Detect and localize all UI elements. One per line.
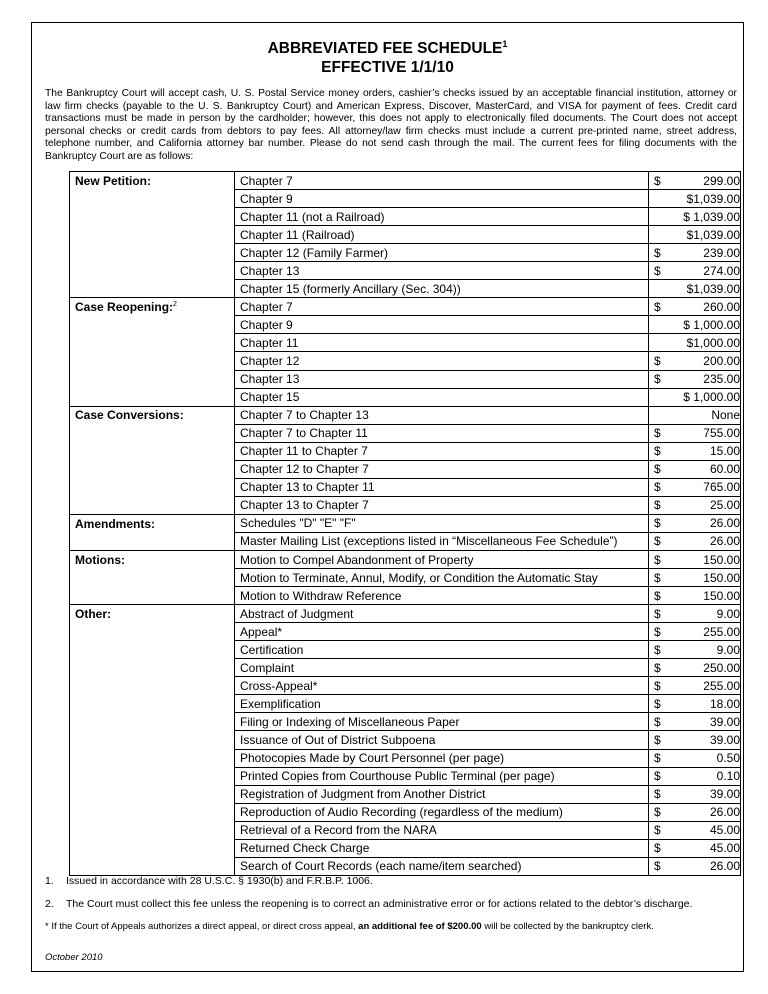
fee-amount — [654, 426, 740, 440]
category-label-text: Motions: — [75, 552, 125, 567]
fee-amount-cell — [649, 190, 741, 208]
footnote-2-text: The Court must collect this fee unless the reopening is to correct an administrative error or for actions related to the debtor’s discharge. — [66, 898, 693, 910]
category-label — [70, 172, 235, 190]
fee-description: Chapter 11 (not a Railroad) — [235, 208, 649, 226]
amount-value: 15.00 — [709, 444, 740, 459]
document-title — [32, 39, 743, 77]
currency-symbol: $ — [654, 642, 661, 657]
fee-amount-cell — [649, 262, 741, 280]
fee-amount — [654, 390, 740, 404]
amount-value: 26.00 — [709, 516, 740, 531]
category-spacer — [70, 442, 235, 460]
amount-value: 9.00 — [716, 606, 740, 621]
fee-description: Motion to Terminate, Annul, Modify, or Condition the Automatic Stay — [235, 569, 649, 587]
amount-value: 755.00 — [703, 426, 740, 441]
currency-symbol: $ — [654, 263, 661, 278]
fee-description: Chapter 7 — [235, 298, 649, 316]
fee-description: Chapter 15 (formerly Ancillary (Sec. 304)) — [235, 280, 649, 298]
fee-description: Chapter 13 — [235, 370, 649, 388]
fee-row — [70, 605, 741, 623]
currency-symbol: $ — [654, 660, 661, 675]
amount-value: 18.00 — [709, 696, 740, 711]
footnote-asterisk-post: will be collected by the bankruptcy clerk. — [481, 921, 654, 932]
fee-amount — [654, 715, 740, 729]
fee-amount — [654, 480, 740, 494]
fee-amount — [654, 679, 740, 693]
fee-row — [70, 677, 741, 695]
fee-description: Motion to Withdraw Reference — [235, 587, 649, 605]
category-spacer — [70, 388, 235, 406]
fee-amount — [654, 336, 740, 350]
category-spacer — [70, 731, 235, 749]
currency-symbol: $ — [654, 245, 661, 260]
currency-symbol: $ — [654, 534, 661, 549]
fee-amount — [654, 228, 740, 242]
fee-description: Complaint — [235, 659, 649, 677]
fee-description: Retrieval of a Record from the NARA — [235, 821, 649, 839]
category-label-text: Other: — [75, 606, 111, 621]
fee-amount — [654, 625, 740, 639]
fee-amount — [654, 372, 740, 386]
fee-amount-cell — [649, 839, 741, 857]
fee-amount — [654, 589, 740, 603]
fee-row — [70, 424, 741, 442]
currency-symbol: $ — [654, 588, 661, 603]
fee-amount — [654, 516, 740, 530]
fee-amount — [654, 408, 740, 422]
fee-amount — [654, 697, 740, 711]
amount-value: 150.00 — [703, 570, 740, 585]
fee-row — [70, 496, 741, 514]
currency-symbol: $ — [654, 570, 661, 585]
fee-amount-cell — [649, 316, 741, 334]
fee-row — [70, 695, 741, 713]
fee-amount — [654, 174, 740, 188]
fee-amount — [654, 733, 740, 747]
fee-amount — [654, 859, 740, 873]
fee-amount-cell — [649, 244, 741, 262]
fee-row — [70, 857, 741, 875]
fee-amount — [654, 751, 740, 765]
fee-row — [70, 316, 741, 334]
category-label-text: Amendments: — [75, 516, 156, 531]
category-spacer — [70, 767, 235, 785]
currency-symbol: $ — [654, 480, 661, 495]
fee-description: Cross-Appeal* — [235, 677, 649, 695]
fee-row — [70, 749, 741, 767]
category-label — [70, 406, 235, 424]
amount-value: 274.00 — [703, 263, 740, 278]
amount-value: 260.00 — [703, 299, 740, 314]
fee-amount-cell — [649, 695, 741, 713]
amount-value: 150.00 — [703, 552, 740, 567]
category-spacer — [70, 857, 235, 875]
currency-symbol: $ — [654, 787, 661, 802]
currency-symbol: $ — [654, 498, 661, 513]
fee-amount — [654, 462, 740, 476]
fee-amount — [654, 246, 740, 260]
fee-description: Returned Check Charge — [235, 839, 649, 857]
fee-table-body — [70, 172, 741, 876]
amount-value: 60.00 — [709, 462, 740, 477]
amount-value: 255.00 — [703, 624, 740, 639]
fee-row — [70, 767, 741, 785]
fee-row — [70, 641, 741, 659]
footnote-asterisk-bold: an additional fee of $200.00 — [358, 921, 482, 932]
category-label — [70, 298, 235, 316]
category-spacer — [70, 478, 235, 496]
amount-value: $1,000.00 — [686, 335, 740, 350]
category-spacer — [70, 659, 235, 677]
amount-value: 0.50 — [716, 751, 740, 766]
fee-amount — [654, 823, 740, 837]
fee-row — [70, 388, 741, 406]
amount-value: 26.00 — [709, 534, 740, 549]
category-spacer — [70, 316, 235, 334]
amount-value: 25.00 — [709, 498, 740, 513]
fee-row — [70, 460, 741, 478]
footnote-2-number: 2. — [45, 898, 54, 910]
fee-amount — [654, 444, 740, 458]
category-spacer — [70, 569, 235, 587]
fee-row — [70, 406, 741, 424]
category-spacer — [70, 460, 235, 478]
fee-description: Reproduction of Audio Recording (regardless of the medium) — [235, 803, 649, 821]
document-date: October 2010 — [45, 952, 103, 963]
amount-value: 45.00 — [709, 841, 740, 856]
fee-amount — [654, 661, 740, 675]
footnote-1-text: Issued in accordance with 28 U.S.C. § 1930(b) and F.R.B.P. 1006. — [66, 875, 373, 887]
currency-symbol: $ — [654, 714, 661, 729]
fee-description: Printed Copies from Courthouse Public Terminal (per page) — [235, 767, 649, 785]
fee-row — [70, 839, 741, 857]
category-spacer — [70, 641, 235, 659]
fee-amount-cell — [649, 208, 741, 226]
fee-amount-cell — [649, 172, 741, 190]
amount-value: $ 1,000.00 — [683, 317, 740, 332]
fee-description: Chapter 12 — [235, 352, 649, 370]
currency-symbol: $ — [654, 552, 661, 567]
currency-symbol: $ — [654, 516, 661, 531]
currency-symbol: $ — [654, 732, 661, 747]
category-spacer — [70, 424, 235, 442]
fee-amount-cell — [649, 713, 741, 731]
fee-row — [70, 821, 741, 839]
category-label — [70, 550, 235, 568]
amount-value: 299.00 — [703, 173, 740, 188]
category-spacer — [70, 749, 235, 767]
currency-symbol: $ — [654, 751, 661, 766]
fee-description: Chapter 13 to Chapter 7 — [235, 496, 649, 514]
fee-amount-cell — [649, 659, 741, 677]
fee-row — [70, 352, 741, 370]
fee-description: Chapter 7 — [235, 172, 649, 190]
footnote-1 — [45, 875, 735, 888]
fee-description: Chapter 11 (Railroad) — [235, 226, 649, 244]
fee-amount-cell — [649, 749, 741, 767]
fee-row — [70, 659, 741, 677]
currency-symbol: $ — [654, 624, 661, 639]
fee-description: Chapter 13 — [235, 262, 649, 280]
category-footnote-ref: 2 — [173, 301, 177, 309]
fee-amount-cell — [649, 821, 741, 839]
fee-description: Chapter 9 — [235, 190, 649, 208]
fee-description: Chapter 7 to Chapter 13 — [235, 406, 649, 424]
category-spacer — [70, 695, 235, 713]
currency-symbol: $ — [654, 173, 661, 188]
amount-value: $1,039.00 — [686, 281, 740, 296]
amount-value: 200.00 — [703, 353, 740, 368]
amount-value: 39.00 — [709, 787, 740, 802]
fee-description: Master Mailing List (exceptions listed in “Miscellaneous Fee Schedule”) — [235, 532, 649, 550]
category-spacer — [70, 677, 235, 695]
currency-symbol: $ — [654, 678, 661, 693]
amount-value: 26.00 — [709, 859, 740, 874]
fee-amount — [654, 841, 740, 855]
currency-symbol: $ — [654, 353, 661, 368]
fee-description: Chapter 15 — [235, 388, 649, 406]
fee-amount — [654, 643, 740, 657]
fee-description: Chapter 12 to Chapter 7 — [235, 460, 649, 478]
fee-amount — [654, 282, 740, 296]
fee-row — [70, 172, 741, 190]
fee-amount-cell — [649, 334, 741, 352]
category-spacer — [70, 623, 235, 641]
fee-description: Motion to Compel Abandonment of Property — [235, 550, 649, 568]
category-spacer — [70, 280, 235, 298]
fee-row — [70, 190, 741, 208]
fee-description: Chapter 11 — [235, 334, 649, 352]
fee-row — [70, 262, 741, 280]
footnotes — [45, 875, 735, 933]
fee-row — [70, 785, 741, 803]
fee-amount-cell — [649, 803, 741, 821]
amount-value: 235.00 — [703, 372, 740, 387]
category-spacer — [70, 352, 235, 370]
fee-amount-cell — [649, 641, 741, 659]
title-line1: ABBREVIATED FEE SCHEDULE — [267, 40, 503, 57]
amount-value: 239.00 — [703, 245, 740, 260]
fee-row — [70, 208, 741, 226]
fee-amount-cell — [649, 478, 741, 496]
amount-value: $ 1,000.00 — [683, 390, 740, 405]
fee-description: Filing or Indexing of Miscellaneous Paper — [235, 713, 649, 731]
fee-amount — [654, 607, 740, 621]
fee-row — [70, 514, 741, 532]
amount-value: 255.00 — [703, 678, 740, 693]
fee-description: Chapter 7 to Chapter 11 — [235, 424, 649, 442]
fee-description: Schedules "D" "E" "F" — [235, 514, 649, 532]
amount-value: $1,039.00 — [686, 191, 740, 206]
currency-symbol: $ — [654, 444, 661, 459]
fee-schedule-page — [31, 22, 744, 972]
fee-description: Chapter 11 to Chapter 7 — [235, 442, 649, 460]
category-label-text: Case Reopening: — [75, 300, 174, 315]
fee-amount-cell — [649, 605, 741, 623]
category-spacer — [70, 803, 235, 821]
fee-row — [70, 334, 741, 352]
fee-amount-cell — [649, 514, 741, 532]
fee-amount-cell — [649, 442, 741, 460]
fee-amount — [654, 571, 740, 585]
currency-symbol: $ — [654, 372, 661, 387]
amount-value: $1,039.00 — [686, 227, 740, 242]
fee-amount — [654, 318, 740, 332]
fee-amount-cell — [649, 857, 741, 875]
footnote-1-number: 1. — [45, 875, 54, 887]
amount-value: $ 1,039.00 — [683, 209, 740, 224]
category-spacer — [70, 262, 235, 280]
fee-amount-cell — [649, 532, 741, 550]
currency-symbol: $ — [654, 462, 661, 477]
currency-symbol: $ — [654, 696, 661, 711]
category-label — [70, 605, 235, 623]
fee-amount — [654, 264, 740, 278]
fee-amount-cell — [649, 424, 741, 442]
fee-amount — [654, 553, 740, 567]
category-spacer — [70, 244, 235, 262]
fee-amount — [654, 769, 740, 783]
fee-amount-cell — [649, 623, 741, 641]
fee-amount-cell — [649, 496, 741, 514]
fee-row — [70, 532, 741, 550]
amount-value: 26.00 — [709, 805, 740, 820]
fee-amount — [654, 498, 740, 512]
category-spacer — [70, 839, 235, 857]
amount-value: 150.00 — [703, 588, 740, 603]
fee-amount-cell — [649, 226, 741, 244]
footnote-asterisk-pre: * If the Court of Appeals authorizes a direct appeal, or direct cross appeal, — [45, 921, 359, 932]
fee-amount — [654, 805, 740, 819]
fee-amount-cell — [649, 280, 741, 298]
currency-symbol: $ — [654, 841, 661, 856]
currency-symbol: $ — [654, 859, 661, 874]
fee-amount-cell — [649, 587, 741, 605]
fee-amount-cell — [649, 550, 741, 568]
fee-description: Chapter 13 to Chapter 11 — [235, 478, 649, 496]
category-spacer — [70, 532, 235, 550]
fee-amount-cell — [649, 460, 741, 478]
fee-amount — [654, 192, 740, 206]
category-spacer — [70, 587, 235, 605]
fee-amount-cell — [649, 677, 741, 695]
fee-description: Chapter 9 — [235, 316, 649, 334]
category-spacer — [70, 785, 235, 803]
amount-value: 765.00 — [703, 480, 740, 495]
fee-row — [70, 298, 741, 316]
fee-amount-cell — [649, 731, 741, 749]
category-spacer — [70, 496, 235, 514]
fee-row — [70, 731, 741, 749]
title-line2: EFFECTIVE 1/1/10 — [321, 59, 454, 76]
category-spacer — [70, 208, 235, 226]
fee-description: Abstract of Judgment — [235, 605, 649, 623]
fee-row — [70, 803, 741, 821]
amount-value: 39.00 — [709, 732, 740, 747]
fee-row — [70, 244, 741, 262]
fee-row — [70, 280, 741, 298]
fee-table — [69, 171, 741, 876]
amount-value: 9.00 — [716, 642, 740, 657]
fee-description: Search of Court Records (each name/item searched) — [235, 857, 649, 875]
title-footnote-ref: 1 — [502, 38, 508, 49]
fee-description: Appeal* — [235, 623, 649, 641]
fee-amount — [654, 210, 740, 224]
fee-amount-cell — [649, 352, 741, 370]
fee-description: Certification — [235, 641, 649, 659]
fee-amount-cell — [649, 406, 741, 424]
fee-description: Photocopies Made by Court Personnel (per page) — [235, 749, 649, 767]
fee-amount-cell — [649, 388, 741, 406]
fee-amount — [654, 787, 740, 801]
fee-row — [70, 587, 741, 605]
amount-value: 250.00 — [703, 660, 740, 675]
fee-amount-cell — [649, 298, 741, 316]
fee-description: Exemplification — [235, 695, 649, 713]
amount-value: 45.00 — [709, 823, 740, 838]
fee-row — [70, 623, 741, 641]
fee-description: Chapter 12 (Family Farmer) — [235, 244, 649, 262]
currency-symbol: $ — [654, 805, 661, 820]
category-spacer — [70, 226, 235, 244]
fee-amount-cell — [649, 370, 741, 388]
category-spacer — [70, 713, 235, 731]
footnote-2 — [45, 898, 735, 911]
fee-row — [70, 370, 741, 388]
category-label — [70, 514, 235, 532]
currency-symbol: $ — [654, 426, 661, 441]
intro-paragraph: The Bankruptcy Court will accept cash, U. S. Postal Service money orders, cashier’s checks issued by an acceptable financial institution, attorney or law firm checks (payable to the U. S. Bankruptcy Court) and American Express, Discover, MasterCard, and VISA for payment of fees. Credit card transactions must be made in person by the cardholder; however, this does not apply to electronically filed documents. The Court does not accept personal checks or credit cards from debtors to pay fees. All attorney/law firm checks must include a current pre-printed name, street address, telephone number, and California attorney bar number. Please do not send cash through the mail. The current fees for filing documents with the Bankruptcy Court are as follows: — [45, 88, 737, 162]
amount-value: 39.00 — [709, 714, 740, 729]
currency-symbol: $ — [654, 606, 661, 621]
currency-symbol: $ — [654, 299, 661, 314]
category-spacer — [70, 370, 235, 388]
fee-amount — [654, 354, 740, 368]
currency-symbol: $ — [654, 823, 661, 838]
fee-description: Registration of Judgment from Another District — [235, 785, 649, 803]
fee-amount-cell — [649, 785, 741, 803]
fee-row — [70, 550, 741, 568]
fee-amount — [654, 534, 740, 548]
category-label-text: New Petition: — [75, 173, 152, 188]
fee-description: Issuance of Out of District Subpoena — [235, 731, 649, 749]
category-spacer — [70, 334, 235, 352]
fee-row — [70, 713, 741, 731]
category-label-text: Case Conversions: — [75, 408, 184, 423]
fee-amount-cell — [649, 767, 741, 785]
category-spacer — [70, 190, 235, 208]
fee-amount — [654, 300, 740, 314]
fee-row — [70, 478, 741, 496]
footnote-asterisk — [45, 920, 735, 933]
amount-value: None — [711, 408, 740, 423]
currency-symbol: $ — [654, 769, 661, 784]
amount-value: 0.10 — [716, 769, 740, 784]
fee-amount-cell — [649, 569, 741, 587]
fee-row — [70, 226, 741, 244]
category-spacer — [70, 821, 235, 839]
fee-row — [70, 442, 741, 460]
fee-row — [70, 569, 741, 587]
